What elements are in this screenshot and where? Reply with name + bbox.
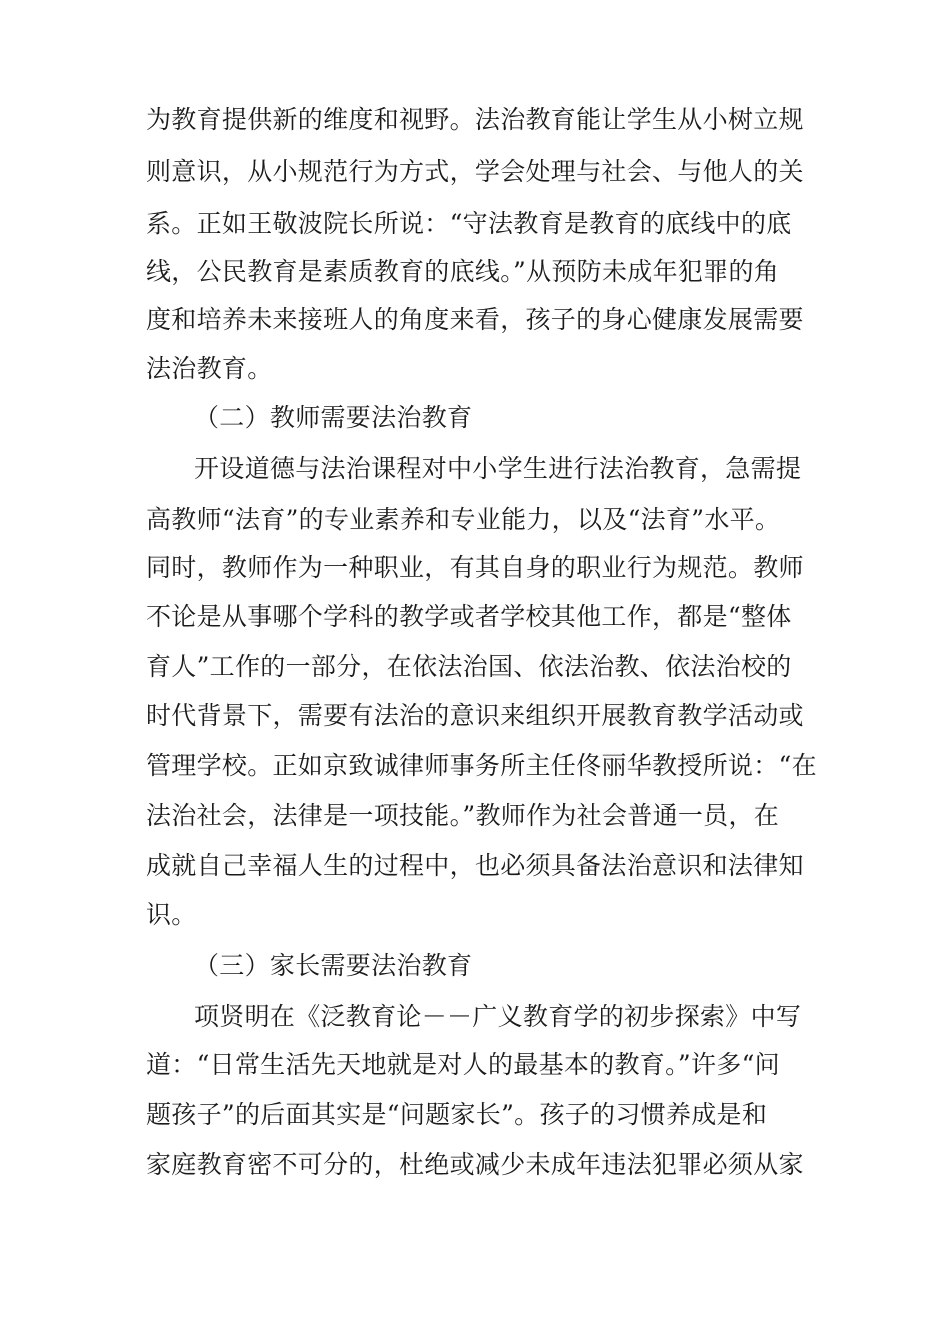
section-heading: （二）教师需要法治教育	[194, 403, 473, 432]
body-text-line: 成就自己幸福人生的过程中，也必须具备法治意识和法律知	[146, 851, 804, 880]
body-text-line: 管理学校。正如京致诚律师事务所主任佟丽华教授所说：“在	[146, 751, 817, 780]
body-text-line: 同时，教师作为一种职业，有其自身的职业行为规范。教师	[146, 553, 804, 582]
body-text-line: 系。正如王敬波院长所说：“守法教育是教育的底线中的底	[146, 209, 792, 238]
body-text-line: 高教师“法育”的专业素养和专业能力，以及“法育”水平。	[146, 505, 781, 534]
body-text-line: 法治社会，法律是一项技能。”教师作为社会普通一员，在	[146, 801, 780, 830]
body-text-line: 度和培养未来接班人的角度来看，孩子的身心健康发展需要	[146, 305, 804, 334]
body-text-line: 育人”工作的一部分，在依法治国、依法治教、依法治校的	[146, 652, 792, 681]
body-text-line: 不论是从事哪个学科的教学或者学校其他工作，都是“整体	[146, 602, 792, 631]
body-text-line: 识。	[146, 900, 197, 929]
body-text-line: 题孩子”的后面其实是“问题家长”。孩子的习惯养成是和	[146, 1100, 768, 1129]
section-heading: （三）家长需要法治教育	[194, 951, 473, 980]
body-text-line: 则意识，从小规范行为方式，学会处理与社会、与他人的关	[146, 157, 804, 186]
body-text-line: 项贤明在《泛教育论－－广义教育学的初步探索》中写	[194, 1002, 802, 1031]
body-text-line: 开设道德与法治课程对中小学生进行法治教育，急需提	[194, 454, 802, 483]
body-text-line: 法治教育。	[146, 354, 273, 383]
body-text-line: 家庭教育密不可分的，杜绝或减少未成年违法犯罪必须从家	[146, 1150, 804, 1179]
body-text-line: 线，公民教育是素质教育的底线。”从预防未成年犯罪的角	[146, 257, 780, 286]
body-text-line: 为教育提供新的维度和视野。法治教育能让学生从小树立规	[146, 105, 804, 134]
body-text-line: 时代背景下，需要有法治的意识来组织开展教育教学活动或	[146, 701, 804, 730]
body-text-line: 道：“日常生活先天地就是对人的最基本的教育。”许多“问	[146, 1050, 780, 1079]
